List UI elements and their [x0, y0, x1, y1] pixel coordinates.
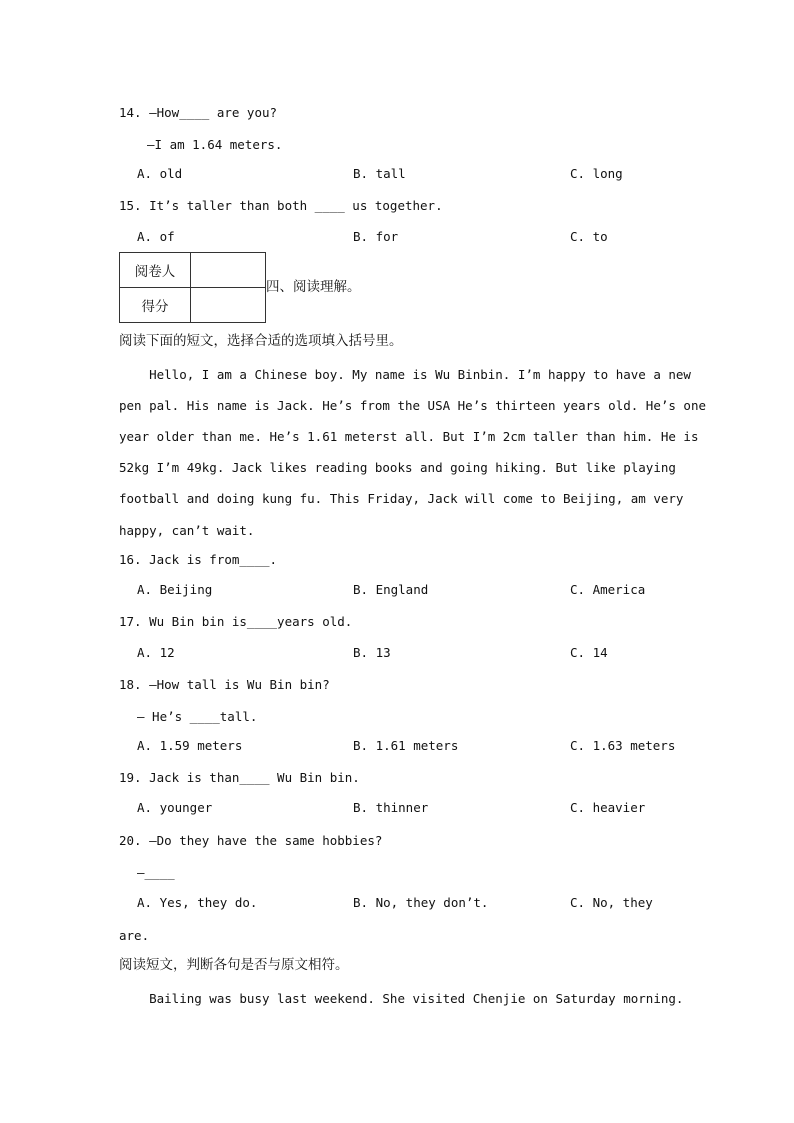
passage-line: pen pal. His name is Jack. He’s from the USA He’s thirteen years old. He’s one: [119, 398, 706, 413]
q15-option-a: A. of: [137, 229, 175, 244]
q18-option-b: B. 1.61 meters: [353, 738, 459, 753]
question-18-answer: — He’s ____tall.: [137, 709, 258, 724]
q14-option-a: A. old: [137, 166, 183, 181]
passage-line: happy, can’t wait.: [119, 523, 255, 538]
q20-option-b: B. No, they don’t.: [353, 895, 489, 910]
q20-option-c: C. No, they: [570, 895, 653, 910]
question-20: 20. —Do they have the same hobbies?: [119, 833, 383, 848]
q20-option-a: A. Yes, they do.: [137, 895, 258, 910]
section-5-instruction: 阅读短文，判断各句是否与原文相符。: [119, 957, 349, 973]
question-14-answer: —I am 1.64 meters.: [147, 137, 283, 152]
passage-line: 52kg I’m 49kg. Jack likes reading books and going hiking. But like playing: [119, 460, 676, 475]
question-14: 14. —How____ are you?: [119, 105, 278, 120]
passage-line: football and doing kung fu. This Friday, Jack will come to Beijing, am very: [119, 491, 684, 506]
question-19: 19. Jack is than____ Wu Bin bin.: [119, 770, 360, 785]
q15-option-c: C. to: [570, 229, 608, 244]
score-label: 得分: [120, 288, 191, 323]
reviewer-label: 阅卷人: [120, 253, 191, 288]
q19-option-c: C. heavier: [570, 800, 646, 815]
question-17: 17. Wu Bin bin is____years old.: [119, 614, 353, 629]
score-box: [119, 252, 266, 323]
q17-option-a: A. 12: [137, 645, 175, 660]
section-5-passage-line: Bailing was busy last weekend. She visited Chenjie on Saturday morning.: [119, 991, 684, 1006]
q17-option-b: B. 13: [353, 645, 391, 660]
passage-line: year older than me. He’s 1.61 meterst all. But I’m 2cm taller than him. He is: [119, 429, 699, 444]
section-4-heading: 四、阅读理解。: [266, 279, 361, 295]
question-18: 18. —How tall is Wu Bin bin?: [119, 677, 330, 692]
score-field[interactable]: [191, 288, 266, 323]
question-15: 15. It’s taller than both ____ us together.: [119, 198, 443, 213]
question-16: 16. Jack is from____.: [119, 552, 278, 567]
q19-option-a: A. younger: [137, 800, 213, 815]
q20-option-c-wrap: are.: [119, 928, 150, 943]
passage-line: Hello, I am a Chinese boy. My name is Wu Binbin. I’m happy to have a new: [119, 367, 691, 382]
q14-option-c: C. long: [570, 166, 623, 181]
q16-option-c: C. America: [570, 582, 646, 597]
question-20-answer: —____: [137, 865, 175, 880]
q14-option-b: B. tall: [353, 166, 406, 181]
q15-option-b: B. for: [353, 229, 399, 244]
q19-option-b: B. thinner: [353, 800, 429, 815]
q16-option-a: A. Beijing: [137, 582, 213, 597]
section-4-instruction: 阅读下面的短文，选择合适的选项填入括号里。: [119, 333, 403, 349]
reviewer-field[interactable]: [191, 253, 266, 288]
q17-option-c: C. 14: [570, 645, 608, 660]
q18-option-a: A. 1.59 meters: [137, 738, 243, 753]
q16-option-b: B. England: [353, 582, 429, 597]
q18-option-c: C. 1.63 meters: [570, 738, 676, 753]
